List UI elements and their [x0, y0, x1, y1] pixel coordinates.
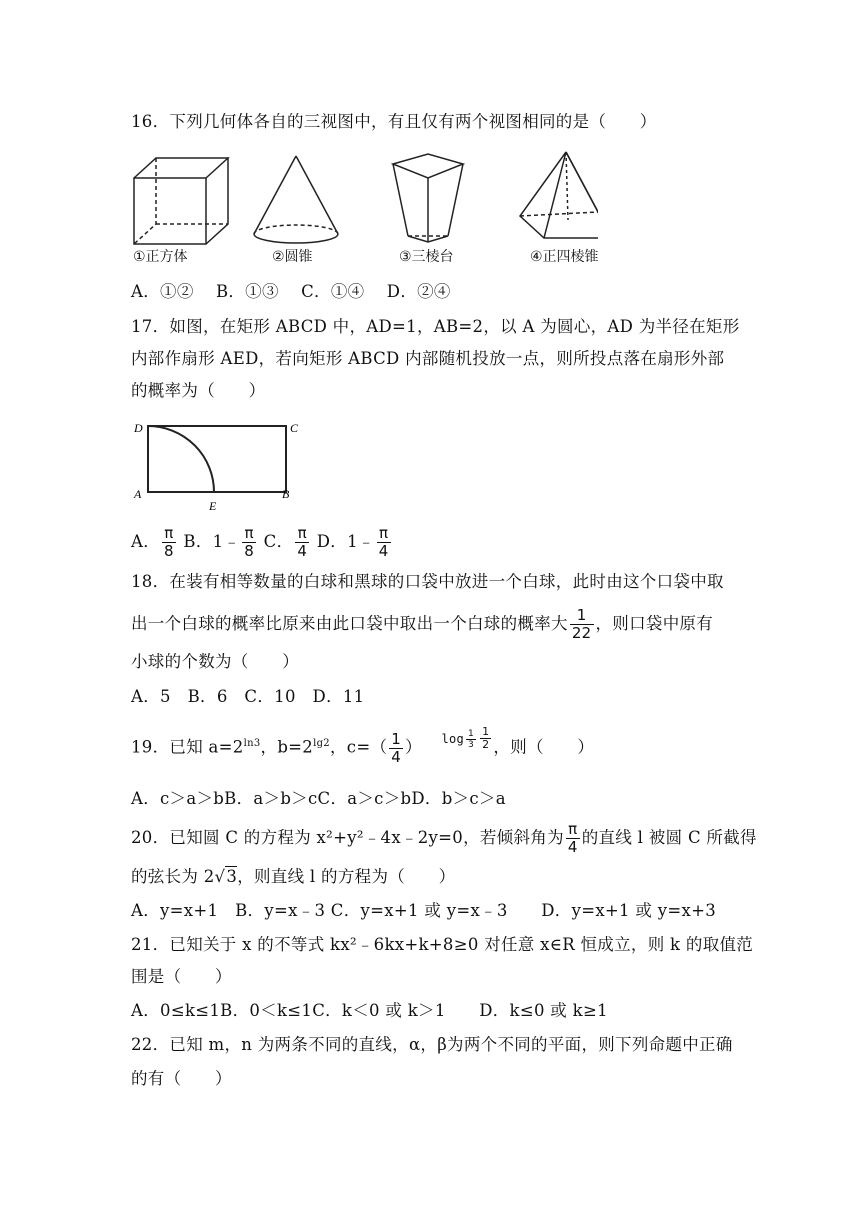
q18-line2: 出一个白球的概率比原来由此口袋中取出一个白球的概率大 $\frac{1}{22}$ ，则口袋中原有	[131, 606, 714, 642]
q21-line1: 21．已知关于 x 的不等式 kx²﹣6kx+k+8≥0 对任意 x∈R 恒成立，则 k 的取值范	[131, 935, 754, 954]
q18-line3: 小球的个数为（ ）	[131, 652, 299, 671]
caption-pyramid: ④正四棱锥	[530, 249, 599, 265]
caption-frustum: ③三棱台	[399, 249, 454, 265]
q17-line2: 内部作扇形 AED，若向矩形 ABCD 内部随机投放一点，则所投点落在扇形外部	[131, 349, 725, 368]
q17-options: A． $\frac{\pi}{8}$ B．1﹣ $\frac{\pi}{8}$ C． $\frac{\pi}{4}$ D．1﹣ $\frac{\pi}{4}$	[131, 524, 389, 560]
label-a: A	[134, 487, 142, 501]
caption-cone: ②圆锥	[272, 249, 313, 265]
rectangle-sector-figure	[128, 416, 304, 514]
q16-options: A．①② B．①③ C．①④ D．②④	[131, 282, 451, 301]
q20-options: A．y=x+1 B．y=x﹣3 C．y=x+1 或 y=x﹣3 D．y=x+1 或 y=x+3	[131, 901, 717, 920]
q19-options: A．c＞a＞bB．a＞b＞cC．a＞c＞bD．b＞c＞a	[131, 789, 506, 808]
cube-figure	[134, 158, 228, 244]
label-d: D	[134, 421, 143, 435]
caption-cube: ①正方体	[133, 249, 188, 265]
q18-options: A．5 B．6 C．10 D．11	[131, 687, 365, 706]
q19-stem: 19．已知 $a=2^{ln3}$，$b=2^{lg2}$，c=（ $\frac{1}{4}$ ） log $\frac{1}{3}$ $\frac{1}{2}$ ，则（ ）	[131, 725, 595, 766]
q20-line1: 20．已知圆 C 的方程为 x²+y²﹣4x﹣2y=0，若倾斜角为 $\frac{\pi}{4}$ 的直线 l 被圆 C 所截得	[131, 820, 757, 856]
q21-options: A．0≤k≤1B．0＜k≤1C．k＜0 或 k＞1 D．k≤0 或 k≥1	[131, 1001, 608, 1020]
q16-stem: 16．下列几何体各自的三视图中，有且仅有两个视图相同的是（ ）	[131, 112, 657, 131]
q18-line1: 18．在装有相等数量的白球和黑球的口袋中放进一个白球，此时由这个口袋中取	[131, 572, 724, 591]
q16-figures	[128, 150, 598, 250]
label-b: B	[282, 487, 290, 501]
q17-line3: 的概率为（ ）	[131, 381, 266, 400]
q22-line1: 22．已知 m，n 为两条不同的直线，α，β为两个不同的平面，则下列命题中正确	[131, 1035, 733, 1054]
q17-line1: 17．如图，在矩形 ABCD 中，AD=1，AB=2，以 A 为圆心，AD 为半径在矩形	[131, 317, 740, 336]
q21-line2: 围是（ ）	[131, 967, 232, 986]
label-c: C	[290, 421, 299, 435]
pyramid-figure	[520, 152, 598, 238]
label-e: E	[209, 499, 217, 513]
frustum-figure	[393, 154, 463, 242]
q20-line2: 的弦长为 2√3，则直线 l 的方程为（ ）	[131, 867, 456, 886]
cone-figure	[254, 156, 338, 243]
q22-line2: 的有（ ）	[131, 1069, 232, 1088]
